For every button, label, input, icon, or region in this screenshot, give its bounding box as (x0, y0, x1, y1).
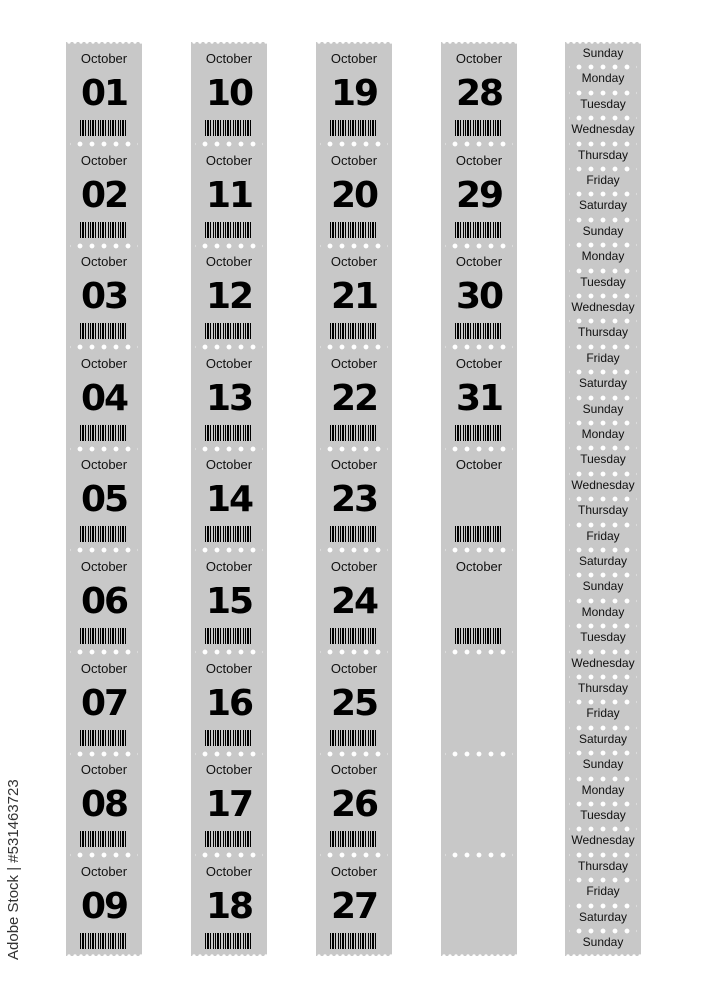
month-label: October (205, 254, 253, 270)
month-label: October (80, 457, 128, 473)
barcode-icon (205, 628, 253, 644)
barcode-icon (205, 831, 253, 847)
day-number: 22 (330, 377, 378, 419)
weekday-label: Tuesday (565, 93, 641, 118)
day-number: 24 (330, 581, 378, 622)
day-number: 11 (205, 174, 253, 216)
month-label: October (455, 355, 503, 371)
day-number: 30 (455, 276, 503, 318)
day-number: 18 (205, 885, 253, 927)
month-label: October (205, 863, 253, 879)
weekday-label: Saturday (565, 550, 641, 575)
month-label: October (330, 457, 378, 473)
weekday-label: Tuesday (565, 271, 641, 296)
month-label: October (205, 762, 253, 778)
month-label: October (80, 660, 128, 676)
barcode-icon (80, 425, 128, 441)
date-cell (191, 855, 267, 957)
day-number: 08 (80, 784, 128, 826)
weekday-label: Thursday (565, 677, 641, 702)
day-number: 21 (330, 276, 378, 318)
date-cell (441, 245, 517, 347)
weekday-label: Monday (565, 67, 641, 92)
weekday-label: Sunday (565, 753, 641, 778)
month-label: October (205, 660, 253, 676)
day-number: 04 (80, 377, 128, 419)
date-cell (191, 42, 267, 144)
month-label: October (330, 762, 378, 778)
barcode-icon (80, 526, 128, 542)
day-number: 25 (330, 682, 378, 724)
barcode-icon (330, 120, 378, 136)
weekday-label: Tuesday (565, 804, 641, 829)
barcode-icon (455, 526, 503, 542)
barcode-icon (330, 831, 378, 847)
weekday-label: Monday (565, 423, 641, 448)
barcode-icon (205, 526, 253, 542)
weekday-label: Thursday (565, 499, 641, 524)
weekday-label: Friday (565, 525, 641, 550)
month-label: October (455, 559, 503, 574)
barcode-icon (455, 120, 503, 136)
day-number: 31 (455, 377, 503, 419)
month-label: October (80, 152, 128, 168)
day-number: 15 (205, 581, 253, 622)
barcode-icon (455, 323, 503, 339)
date-cell (191, 652, 267, 754)
month-label: October (80, 51, 128, 66)
weekday-label: Sunday (565, 398, 641, 423)
month-label: October (205, 355, 253, 371)
date-cell (441, 652, 517, 754)
weekday-label: Saturday (565, 728, 641, 753)
weekday-label: Tuesday (565, 626, 641, 651)
stock-watermark: Adobe Stock | #531463723 (5, 779, 22, 960)
weekday-label: Friday (565, 880, 641, 905)
date-cell (316, 144, 392, 246)
date-cell (316, 42, 392, 144)
weekday-label: Sunday (565, 42, 641, 67)
date-strip-2 (191, 42, 267, 956)
barcode-icon (205, 730, 253, 746)
weekday-label: Thursday (565, 144, 641, 169)
day-number: 05 (80, 479, 128, 521)
date-cell (316, 652, 392, 754)
day-number: 06 (80, 581, 128, 622)
date-cell (191, 144, 267, 246)
barcode-icon (455, 628, 503, 644)
date-cell (191, 550, 267, 652)
day-number: 13 (205, 377, 253, 419)
date-strip-3 (316, 42, 392, 956)
day-number: 16 (205, 682, 253, 724)
barcode-icon (205, 323, 253, 339)
barcode-icon (80, 730, 128, 746)
barcode-icon (80, 222, 128, 238)
date-cell (316, 753, 392, 855)
date-cell (66, 855, 142, 957)
day-number: 26 (330, 784, 378, 826)
date-cell (316, 448, 392, 550)
day-number: 17 (205, 784, 253, 826)
date-strip-4 (441, 42, 517, 956)
day-number: 14 (205, 479, 253, 521)
weekday-label: Wednesday (565, 474, 641, 499)
barcode-icon (80, 628, 128, 644)
date-cell (66, 753, 142, 855)
date-cell (441, 550, 517, 652)
weekday-label: Friday (565, 169, 641, 194)
weekday-label: Saturday (565, 906, 641, 931)
day-number: 20 (330, 174, 378, 216)
day-number: 19 (330, 73, 378, 114)
weekday-label: Monday (565, 779, 641, 804)
date-cell (191, 347, 267, 449)
date-cell (66, 652, 142, 754)
weekday-label: Friday (565, 347, 641, 372)
barcode-icon (205, 425, 253, 441)
barcode-icon (205, 933, 253, 949)
barcode-icon (455, 425, 503, 441)
month-label: October (455, 254, 503, 270)
month-label: October (80, 863, 128, 879)
date-cell (191, 448, 267, 550)
weekday-label: Tuesday (565, 448, 641, 473)
barcode-icon (80, 120, 128, 136)
weekday-label: Saturday (565, 372, 641, 397)
month-label: October (330, 559, 378, 574)
month-label: October (80, 355, 128, 371)
weekday-label: Saturday (565, 194, 641, 219)
barcode-icon (330, 222, 378, 238)
month-label: October (80, 254, 128, 270)
barcode-icon (330, 526, 378, 542)
month-label: October (455, 457, 503, 473)
weekday-strip (565, 42, 641, 956)
weekday-label: Sunday (565, 575, 641, 600)
weekday-label: Thursday (565, 321, 641, 346)
day-number: 03 (80, 276, 128, 318)
day-number: 07 (80, 682, 128, 724)
date-cell (441, 855, 517, 957)
weekday-label: Monday (565, 601, 641, 626)
day-number: 02 (80, 174, 128, 216)
month-label: October (455, 51, 503, 66)
weekday-label: Thursday (565, 855, 641, 880)
date-cell (316, 245, 392, 347)
day-number: 27 (330, 885, 378, 927)
barcode-icon (205, 120, 253, 136)
barcode-icon (80, 831, 128, 847)
barcode-icon (205, 222, 253, 238)
month-label: October (455, 152, 503, 168)
date-cell (441, 448, 517, 550)
weekday-label: Friday (565, 702, 641, 727)
day-number: 01 (80, 73, 128, 114)
month-label: October (330, 254, 378, 270)
month-label: October (205, 457, 253, 473)
month-label: October (330, 355, 378, 371)
month-label: October (205, 152, 253, 168)
day-number: 29 (455, 174, 503, 216)
day-number: 12 (205, 276, 253, 318)
weekday-label: Monday (565, 245, 641, 270)
date-cell (316, 550, 392, 652)
date-cell (441, 347, 517, 449)
month-label: October (330, 660, 378, 676)
date-cell (441, 42, 517, 144)
barcode-icon (330, 425, 378, 441)
barcode-icon (330, 730, 378, 746)
weekday-label: Sunday (582, 935, 624, 949)
month-label: October (330, 51, 378, 66)
date-cell (66, 245, 142, 347)
weekday-label: Wednesday (565, 296, 641, 321)
weekday-label: Sunday (565, 220, 641, 245)
barcode-icon (330, 628, 378, 644)
month-label: October (80, 559, 128, 574)
month-label: October (205, 51, 253, 66)
date-cell (316, 855, 392, 957)
date-cell (66, 144, 142, 246)
date-cell (66, 550, 142, 652)
day-number: 10 (205, 73, 253, 114)
weekday-label: Wednesday (565, 829, 641, 854)
date-cell (191, 245, 267, 347)
barcode-icon (330, 323, 378, 339)
barcode-icon (80, 323, 128, 339)
month-label: October (330, 152, 378, 168)
date-cell (66, 448, 142, 550)
day-number: 23 (330, 479, 378, 521)
month-label: October (205, 559, 253, 574)
date-cell (316, 347, 392, 449)
month-label: October (80, 762, 128, 778)
date-cell (66, 347, 142, 449)
date-cell (191, 753, 267, 855)
barcode-icon (330, 933, 378, 949)
barcode-icon (80, 933, 128, 949)
weekday-label: Wednesday (565, 118, 641, 143)
month-label: October (330, 863, 378, 879)
date-cell (66, 42, 142, 144)
day-number: 28 (455, 73, 503, 114)
date-cell (441, 753, 517, 855)
date-strip-1 (66, 42, 142, 956)
weekday-label: Wednesday (565, 652, 641, 677)
date-cell (441, 144, 517, 246)
day-number: 09 (80, 885, 128, 927)
barcode-icon (455, 222, 503, 238)
